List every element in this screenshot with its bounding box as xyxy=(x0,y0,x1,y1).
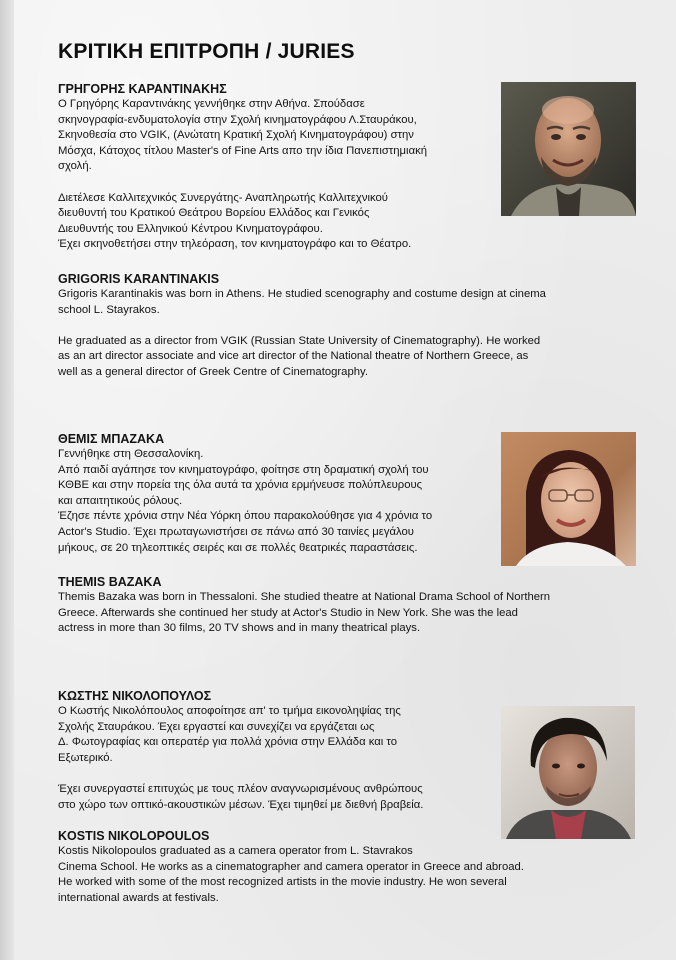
bio-line: Μόσχα, Κάτοχος τίτλου Master's of Fine Arts απο την ίδια Πανεπιστημιακή xyxy=(58,144,428,157)
bio-line: Γεννήθηκε στη Θεσσαλονίκη. xyxy=(58,448,204,460)
bio-line: Διετέλεσε Καλλιτεχνικός Συνεργάτης- Αναπληρωτής Καλλιτεχνικού xyxy=(58,191,388,204)
page-title: ΚΡΙΤΙΚΗ ΕΠΙΤΡΟΠΗ / JURIES xyxy=(58,40,355,63)
bio-line: Grigoris Karantinakis was born in Athens. He studied scenography and costume design at cinema xyxy=(58,288,546,300)
bio-line: well as a general director of Greek Centre of Cinematography. xyxy=(58,365,368,378)
bio-line: school L. Stayrakos. xyxy=(58,303,160,316)
juror-1-english-bio xyxy=(58,272,643,381)
bio-line: Από παιδί αγάπησε τον κινηματογράφο, φοίτησε στη δραματική σχολή του xyxy=(58,463,429,476)
bio-line: Έχει σκηνοθετήσει στην τηλεόραση, τον κινηματογράφο και το Θέατρο. xyxy=(58,238,412,251)
bio-line: actress in more than 30 films, 20 TV shows and in many theatrical plays. xyxy=(58,622,421,635)
bio-line: σχολή. xyxy=(58,160,92,173)
bio-line: Διευθυντής του Ελληνικού Κέντρου Κινηματογράφου. xyxy=(58,222,323,235)
bio-line: as an art director associate and vice art director of the National theatre of Northern Greece, as xyxy=(58,350,529,363)
bio-line: Σχολής Σταυράκου. Έχει εργαστεί και συνεχίζει να εργάζεται ως xyxy=(58,720,375,733)
bio-spacer xyxy=(58,318,643,334)
bio-line: He worked with some of the most recognized artists in the movie industry. He won several xyxy=(58,876,507,889)
bio-line: Ο Γρηγόρης Καραντινάκης γεννήθηκε στην Αθήνα. Σπούδασε xyxy=(58,98,365,110)
bio-line: Greece. Afterwards she continued her study at Actor's Studio in New York. She was the lead xyxy=(58,606,518,619)
bio-line: Σκηνοθεσία στο VGIK, (Ανώτατη Κρατική Σχολή Κινηματογράφου) στην xyxy=(58,129,414,142)
bio-line: Cinema School. He works as a cinematographer and camera operator in Greece and abroad. xyxy=(58,860,524,873)
juror-3-name-greek: ΚΩΣΤΗΣ ΝΙΚΟΛΟΠΟΥΛΟΣ xyxy=(58,689,212,703)
bio-line: μήκους, σε 20 τηλεοπτικές σειρές και σε πολλές θεατρικές παραστάσεις. xyxy=(58,541,418,554)
juror-2-name-greek: ΘΕΜΙΣ ΜΠΑΖΑΚΑ xyxy=(58,432,165,446)
bio-line: στο χώρο των οπτικό-ακουστικών μέσων. Έχει τιμηθεί με διεθνή βραβεία. xyxy=(58,798,424,811)
bio-line: international awards at festivals. xyxy=(58,891,219,904)
bio-line: και απαιτητικούς ρόλους. xyxy=(58,494,183,507)
bio-line: Actor's Studio. Έχει πρωταγωνιστήσει σε πάνω από 30 ταινίες μεγάλου xyxy=(58,525,414,538)
juror-2-name-english: THEMIS BAZAKA xyxy=(58,575,162,589)
bio-line: διευθυντή του Κρατικού Θεάτρου Βορείου Ελλάδος και Γενικός xyxy=(58,207,370,220)
juror-1-name-english: GRIGORIS KARANTINAKIS xyxy=(58,272,220,286)
juror-2-english-bio xyxy=(58,575,643,637)
bio-line: ΚΘΒΕ και στην πορεία της όλα αυτά τα χρόνια ερμήνευσε πολύπλευρους xyxy=(58,479,423,492)
bio-line: σκηνογραφία-ενδυματολογία στην Σχολή κινηματογράφου Λ.Σταυράκου, xyxy=(58,113,417,126)
juror-2-photo xyxy=(501,432,636,566)
page-edge xyxy=(0,0,14,960)
bio-line: Έζησε πέντε χρόνια στην Νέα Υόρκη όπου παρακολούθησε για 4 χρόνια το xyxy=(58,510,433,523)
bio-line: Ο Κωστής Νικολόπουλος αποφοίτησε απ' το τμήμα εικονοληψίας της xyxy=(58,705,401,717)
juror-1-name-greek: ΓΡΗΓΟΡΗΣ ΚΑΡΑΝΤΙΝΑΚΗΣ xyxy=(58,82,227,96)
bio-line: Δ. Φωτογραφίας και οπερατέρ για πολλά χρόνια στην Ελλάδα και το xyxy=(58,736,398,749)
bio-line: Kostis Nikolopoulos graduated as a camera operator from L. Stavrakos xyxy=(58,845,413,857)
bio-line: He graduated as a director from VGIK (Russian State University of Cinematography). He worked xyxy=(58,334,541,347)
juror-3-photo xyxy=(501,706,635,839)
juror-3-name-english: KOSTIS NIKOLOPOULOS xyxy=(58,829,210,843)
bio-line: Themis Bazaka was born in Thessaloni. She studied theatre at National Drama School of Northern xyxy=(58,591,551,603)
bio-line: Εξωτερικό. xyxy=(58,751,113,764)
juror-3-english-bio xyxy=(58,829,643,906)
juror-1-photo xyxy=(501,82,636,216)
bio-line: Έχει συνεργαστεί επιτυχώς με τους πλέον αναγνωρισμένους ανθρώπους xyxy=(58,782,423,795)
